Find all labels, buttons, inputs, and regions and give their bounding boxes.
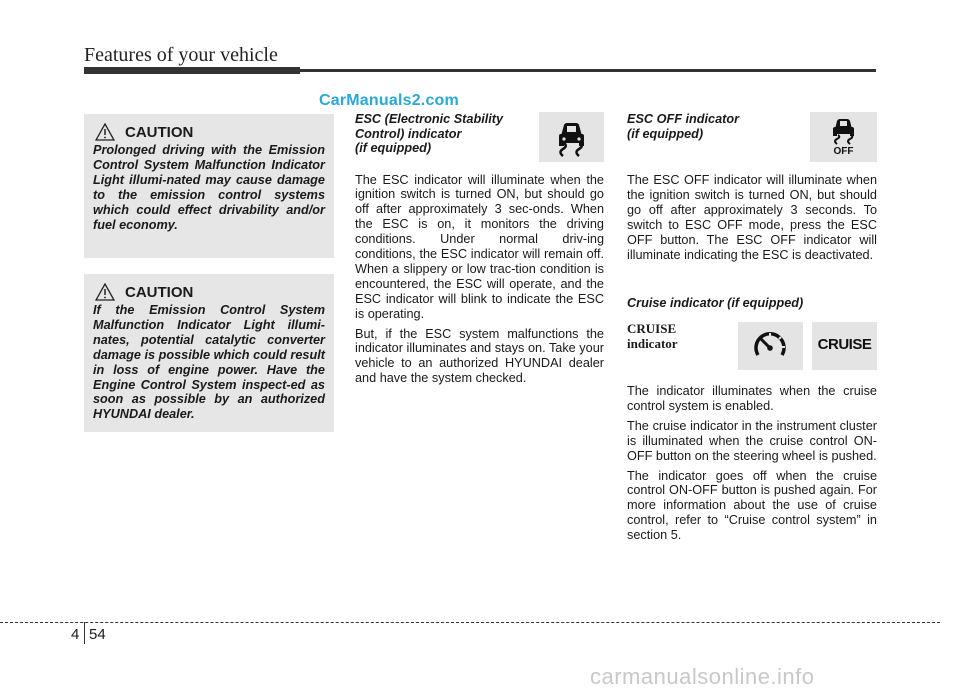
header-rule: [84, 69, 876, 72]
cruise-icon-text: CRUISE: [817, 336, 872, 353]
esc-title-line: (if equipped): [355, 141, 432, 155]
esc-off-paragraph: The ESC OFF indicator will illuminate when the ignition switch is turned ON, but should go off after approximately 3 seconds. To switch to ESC OFF mode, press the ESC OFF button. The ESC OFF indicator will illuminate indicating the ESC is deactivated.: [627, 173, 877, 262]
footer-site-watermark: carmanualsonline.info: [590, 664, 815, 689]
cruise-indicator-box: [738, 322, 803, 370]
cruise-title-block: [627, 296, 877, 311]
caution-text: If the Emission Control System Malfunction Indicator Light illumi-nates, potential catalytic converter damage is possible which could result in loss of engine power. Have the Engine Control System inspect-ed as soon as possible by an authorized HYUNDAI dealer.: [93, 303, 325, 422]
esc-title-line: ESC (Electronic Stability: [355, 112, 504, 126]
esc-off-title-line: ESC OFF indicator: [627, 112, 740, 126]
caution-box-2: [84, 274, 334, 432]
cruise-indicator-label: [627, 321, 678, 351]
cruise-label-line: indicator: [627, 336, 678, 351]
cruise-speedometer-icon: [738, 322, 803, 370]
esc-off-title: [627, 112, 797, 141]
cruise-paragraph: The cruise indicator in the instrument cluster is illuminated when the cruise control ON-OFF button on the steering wheel is pushed.: [627, 418, 877, 463]
caution-box-1: [84, 114, 334, 258]
cruise-label-line: CRUISE: [627, 321, 677, 336]
esc-car-skid-icon: [539, 112, 604, 162]
cruise-paragraph: The indicator illuminates when the cruise control system is enabled.: [627, 384, 877, 413]
page-header-title: Features of your vehicle: [84, 44, 278, 66]
esc-off-title-line: (if equipped): [627, 126, 704, 141]
esc-paragraph: The ESC indicator will illuminate when the ignition switch is turned ON, but should go off after approximately 3 sec-onds. When the ESC is on, it monitors the driving conditions. Under normal driv-ing conditions, the ESC indicator will remain off. When a slippery or low trac-tion condition is encountered, the ESC will operate, and the ESC indicator will blink to indicate the ESC is operating.: [355, 172, 604, 321]
esc-off-icon-text: OFF: [833, 146, 854, 157]
cruise-text-box: [812, 322, 877, 370]
caution-label: CAUTION: [125, 283, 194, 301]
esc-indicator-box: [539, 112, 604, 162]
esc-paragraph: But, if the ESC system malfunctions the indicator illuminates and stays on. Take your vehicle to an authorized HYUNDAI dealer and have the system checked.: [355, 326, 604, 386]
esc-title: [355, 112, 525, 156]
section-number: 4: [71, 626, 80, 643]
watermark-text: CarManuals2.com: [319, 92, 459, 109]
caution-label: CAUTION: [125, 123, 194, 141]
esc-off-indicator-box: [810, 112, 877, 162]
esc-title-line: Control) indicator: [355, 126, 462, 141]
caution-text: Prolonged driving with the Emission Control System Malfunction Indicator Light illumi-nated may cause damage to the emission control systems which could effect drivability and/or fuel economy.: [93, 143, 325, 232]
cruise-paragraph: The indicator goes off when the cruise control ON-OFF button is pushed again. For more information about the use of cruise control, refer to “Cruise control system” in section 5.: [627, 468, 877, 543]
footer-rule: [0, 622, 940, 623]
cruise-section: [627, 384, 877, 548]
page-number: 54: [89, 626, 106, 643]
warning-triangle-icon: [95, 283, 115, 301]
cruise-title: Cruise indicator (if equipped): [627, 296, 804, 310]
footer-separator: [84, 622, 85, 644]
warning-triangle-icon: [95, 123, 115, 141]
